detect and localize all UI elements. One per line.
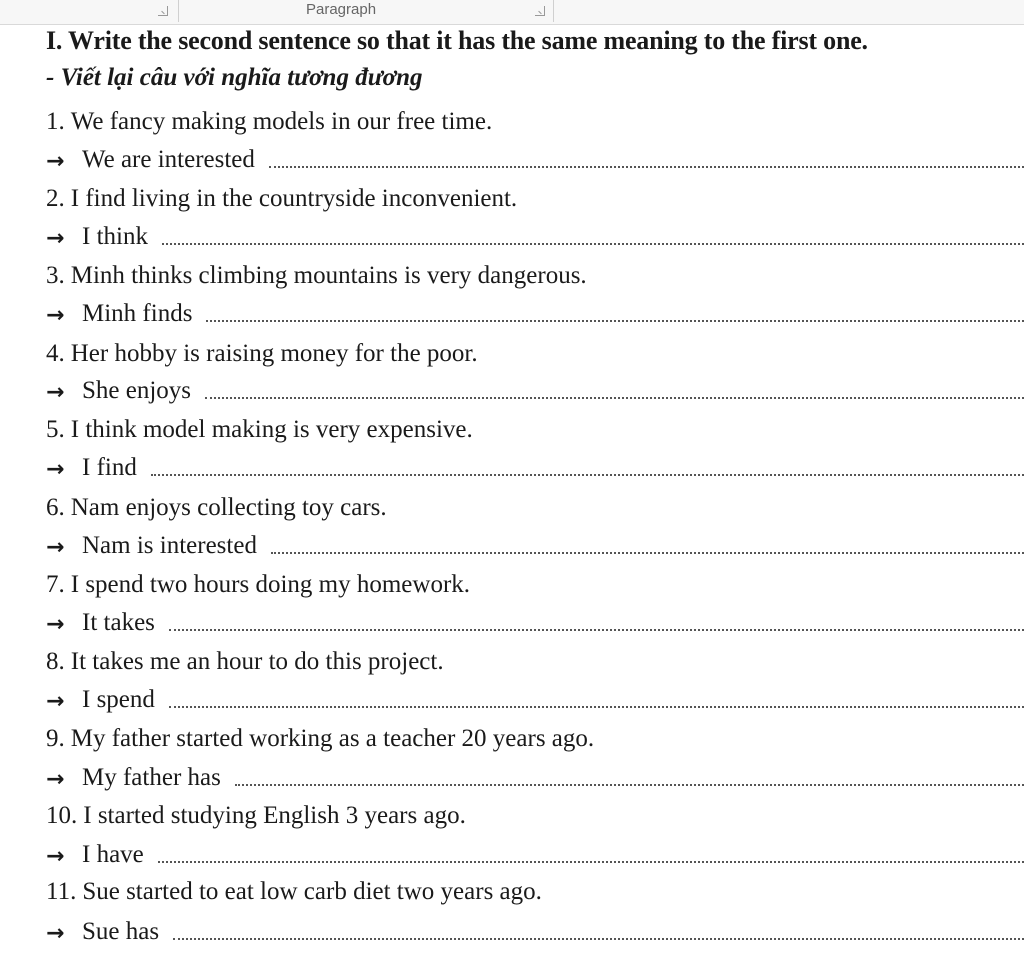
exercise-number: 10. bbox=[46, 802, 78, 829]
answer-line[interactable] bbox=[46, 367, 1024, 405]
answer-line[interactable] bbox=[46, 599, 1024, 637]
exercise-sentence bbox=[46, 792, 1024, 830]
exercise-number: 11. bbox=[46, 878, 77, 905]
answer-blank[interactable] bbox=[162, 241, 1024, 245]
exercise-number: 8. bbox=[46, 648, 65, 675]
exercise-sentence bbox=[46, 252, 1024, 290]
exercise-sentence bbox=[46, 175, 1024, 213]
original-sentence: I find living in the countryside inconvenient. bbox=[70, 185, 518, 212]
answer-prompt: She enjoys bbox=[82, 377, 192, 404]
right-arrow-icon: → bbox=[46, 612, 65, 637]
answer-blank[interactable] bbox=[169, 704, 1024, 708]
answer-prompt: Minh finds bbox=[82, 300, 193, 327]
exercise-number: 7. bbox=[46, 571, 65, 598]
answer-line[interactable] bbox=[46, 136, 1024, 174]
right-arrow-icon: → bbox=[46, 226, 65, 251]
paragraph-group-label: Paragraph bbox=[306, 1, 377, 18]
answer-blank[interactable] bbox=[235, 782, 1024, 786]
answer-blank[interactable] bbox=[269, 164, 1024, 168]
answer-prompt: It takes bbox=[82, 609, 155, 636]
answer-blank[interactable] bbox=[169, 627, 1024, 631]
answer-prompt: We are interested bbox=[82, 146, 255, 173]
answer-blank[interactable] bbox=[173, 936, 1024, 940]
answer-prompt: I spend bbox=[82, 686, 155, 713]
ribbon-separator bbox=[178, 0, 179, 22]
exercise-subheading: - Viết lại câu với nghĩa tương đương bbox=[46, 64, 423, 91]
right-arrow-icon: → bbox=[46, 844, 65, 869]
ribbon-separator bbox=[553, 0, 554, 22]
answer-prompt: My father has bbox=[82, 764, 221, 791]
answer-prompt: Nam is interested bbox=[82, 532, 257, 559]
answer-blank[interactable] bbox=[206, 318, 1024, 322]
right-arrow-icon: → bbox=[46, 303, 65, 328]
original-sentence: I spend two hours doing my homework. bbox=[70, 571, 471, 598]
answer-line[interactable] bbox=[46, 213, 1024, 251]
original-sentence: Minh thinks climbing mountains is very dangerous. bbox=[70, 262, 587, 289]
exercise-sentence bbox=[46, 330, 1024, 368]
answer-prompt: Sue has bbox=[82, 918, 160, 945]
right-arrow-icon: → bbox=[46, 767, 65, 792]
exercise-number: 6. bbox=[46, 494, 65, 521]
answer-prompt: I find bbox=[82, 454, 137, 481]
right-arrow-icon: → bbox=[46, 380, 65, 405]
exercise-sentence bbox=[46, 406, 1024, 444]
right-arrow-icon: → bbox=[46, 921, 65, 946]
answer-blank[interactable] bbox=[271, 550, 1024, 554]
answer-line[interactable] bbox=[46, 676, 1024, 714]
exercise-number: 3. bbox=[46, 262, 65, 289]
exercise-sentence bbox=[46, 98, 1024, 136]
answer-prompt: I think bbox=[82, 223, 148, 250]
original-sentence: I started studying English 3 years ago. bbox=[83, 802, 466, 829]
exercise-number: 1. bbox=[46, 108, 65, 135]
answer-line[interactable] bbox=[46, 444, 1024, 482]
original-sentence: It takes me an hour to do this project. bbox=[70, 648, 444, 675]
paragraph-dialog-launcher-icon[interactable] bbox=[535, 6, 545, 16]
original-sentence: Her hobby is raising money for the poor. bbox=[70, 340, 478, 367]
exercise-number: 5. bbox=[46, 416, 65, 443]
exercise-number: 4. bbox=[46, 340, 65, 367]
right-arrow-icon: → bbox=[46, 689, 65, 714]
exercise-number: 9. bbox=[46, 725, 65, 752]
original-sentence: Nam enjoys collecting toy cars. bbox=[70, 494, 387, 521]
font-dialog-launcher-icon[interactable] bbox=[158, 6, 168, 16]
exercise-sentence bbox=[46, 715, 1024, 753]
original-sentence: Sue started to eat low carb diet two years ago. bbox=[82, 878, 542, 905]
right-arrow-icon: → bbox=[46, 149, 65, 174]
answer-blank[interactable] bbox=[158, 859, 1024, 863]
answer-line[interactable] bbox=[46, 754, 1024, 792]
document-page[interactable] bbox=[0, 24, 1024, 957]
exercise-heading: I. Write the second sentence so that it has the same meaning to the first one. bbox=[46, 26, 868, 55]
answer-line[interactable] bbox=[46, 831, 1024, 869]
answer-line[interactable] bbox=[46, 522, 1024, 560]
original-sentence: I think model making is very expensive. bbox=[70, 416, 473, 443]
answer-blank[interactable] bbox=[205, 395, 1024, 399]
original-sentence: We fancy making models in our free time. bbox=[70, 108, 493, 135]
exercise-sentence bbox=[46, 638, 1024, 676]
exercise-sentence bbox=[46, 484, 1024, 522]
exercise-sentence bbox=[46, 868, 1024, 906]
ribbon-bar bbox=[0, 0, 1024, 25]
exercise-number: 2. bbox=[46, 185, 65, 212]
original-sentence: My father started working as a teacher 20 years ago. bbox=[70, 725, 595, 752]
exercise-sentence bbox=[46, 561, 1024, 599]
answer-line[interactable] bbox=[46, 908, 1024, 946]
answer-prompt: I have bbox=[82, 841, 144, 868]
answer-line[interactable] bbox=[46, 290, 1024, 328]
right-arrow-icon: → bbox=[46, 457, 65, 482]
right-arrow-icon: → bbox=[46, 535, 65, 560]
answer-blank[interactable] bbox=[151, 472, 1024, 476]
